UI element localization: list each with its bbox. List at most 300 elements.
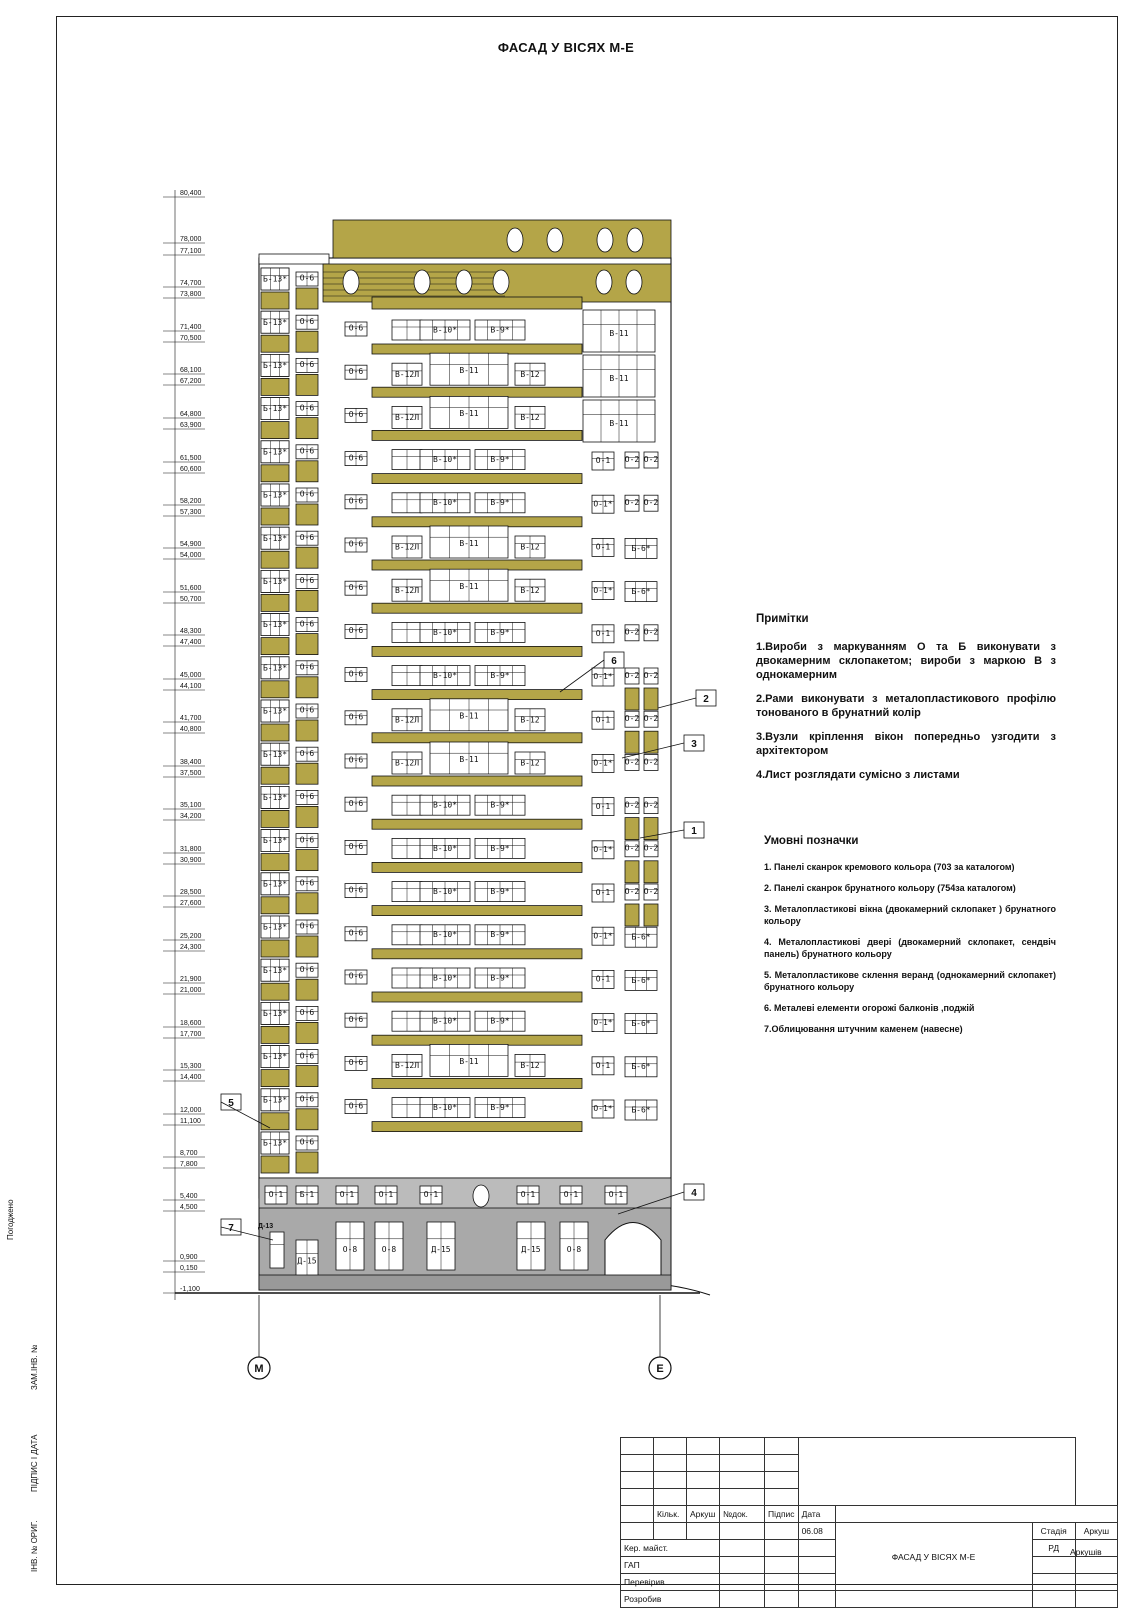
window-mark: В-10*	[432, 325, 458, 335]
elevation-value: 25,200	[180, 933, 202, 940]
window-mark: В-12	[520, 715, 540, 725]
window-mark: О-1*	[593, 931, 613, 941]
window-mark: О-6	[348, 323, 364, 333]
brown-panel	[261, 767, 289, 784]
elevation-value: 14,400	[180, 1074, 202, 1081]
window-mark: О-1	[595, 974, 611, 984]
window-mark: В-10*	[432, 627, 458, 637]
window-mark: В-12Л	[394, 1061, 420, 1071]
window-mark: О-2	[624, 454, 640, 464]
window-mark: В-12	[520, 758, 540, 768]
notes-heading: Примітки	[756, 613, 809, 625]
window-mark: В-11	[609, 374, 629, 384]
stamp-sheets-header: Аркушів	[1070, 1547, 1102, 1557]
elevation-value: 73,800	[180, 291, 202, 298]
elevation-value: 61,500	[180, 455, 202, 462]
elevation-value: 8,700	[180, 1150, 198, 1157]
window-mark: О-1*	[593, 844, 613, 854]
window-mark: В-12	[520, 369, 540, 379]
window-mark: О-6	[299, 1008, 315, 1018]
notes-block	[756, 612, 1056, 792]
window-mark: Б-6*	[631, 587, 651, 596]
stamp-col-date: Дата	[798, 1506, 835, 1523]
side-label-replace-inv: ЗАМ.ІНВ. №	[30, 1344, 39, 1390]
window-mark: В-10*	[432, 671, 458, 680]
brown-panel	[261, 940, 289, 957]
brown-panel	[296, 504, 318, 525]
title-block	[620, 1437, 1118, 1608]
note-item: 2.Рами виконувати з металопластикового профілю тонованого в брунатний колір	[756, 693, 1056, 719]
window-mark: В-9*	[490, 498, 510, 508]
window-mark: В-11	[609, 419, 629, 429]
elevation-value: 58,200	[180, 498, 202, 505]
brown-panel	[644, 904, 658, 926]
elevation-value: 35,100	[180, 802, 202, 809]
brown-panel	[296, 1022, 318, 1043]
window-mark: О-6	[348, 798, 364, 808]
window-mark: Б-6*	[631, 932, 651, 942]
balcony-slab	[372, 1078, 582, 1088]
oval-window	[547, 228, 563, 252]
legend-item: 5. Металопластикове склення веранд (однокамерний склопакет) брунатного кольору	[764, 970, 1056, 992]
window-mark: В-10*	[432, 1103, 458, 1112]
balcony-slab	[372, 474, 582, 484]
window-mark: О-1	[608, 1190, 624, 1200]
elevation-value: 44,100	[180, 683, 202, 690]
window-mark: В-12	[520, 413, 540, 423]
stamp-stage-header: Стадія	[1032, 1523, 1075, 1540]
oval-window	[343, 270, 359, 294]
window-mark: О-6	[299, 662, 315, 672]
window-mark: В-12Л	[394, 542, 420, 552]
window-mark: В-12	[520, 585, 540, 595]
window-mark: О-2	[643, 670, 659, 680]
legend-item: 7.Облицювання штучним каменем (навесне)	[764, 1024, 963, 1034]
elevation-value: 54,000	[180, 552, 202, 559]
window-mark: Б-13*	[262, 965, 288, 975]
window-mark: О-2	[643, 843, 659, 853]
window-mark: О-1	[595, 456, 611, 466]
elevation-value: 54,900	[180, 541, 202, 548]
window-mark: В-10*	[432, 843, 458, 853]
callout-number: 6	[611, 656, 617, 667]
callout-number: 2	[703, 694, 709, 705]
window-mark: В-9*	[490, 1103, 510, 1112]
oval-window	[627, 228, 643, 252]
elevation-value: 74,700	[180, 280, 202, 287]
elevation-value: 5,400	[180, 1193, 198, 1200]
window-mark: О-6	[299, 619, 315, 629]
balcony-slab	[372, 1035, 582, 1045]
window-mark: О-1	[595, 888, 611, 898]
legend-item: 3. Металопластикові вікна (двокамерний склопакет ) брунатного кольору	[764, 904, 1056, 926]
window-mark: О-1	[595, 1060, 611, 1070]
plinth	[259, 1275, 671, 1290]
window-mark: Б-6*	[631, 975, 651, 985]
brown-panel	[296, 677, 318, 698]
window-mark: В-9*	[490, 325, 510, 335]
brown-panel	[261, 681, 289, 698]
oval-window	[473, 1185, 489, 1207]
window-mark: О-6	[299, 273, 315, 283]
window-mark: О-6	[299, 1137, 315, 1147]
window-mark: О-2	[624, 800, 640, 810]
window-mark: О-6	[348, 626, 364, 636]
window-mark: Б-13*	[262, 274, 288, 284]
window-mark: О-2	[643, 454, 659, 464]
brown-panel	[296, 1109, 318, 1130]
elevation-value: 12,000	[180, 1107, 202, 1114]
window-mark: В-9*	[490, 1016, 510, 1026]
axis-label: М	[254, 1363, 264, 1375]
brown-panel	[261, 983, 289, 1000]
window-mark: О-1	[378, 1190, 394, 1200]
window-mark: В-11	[459, 754, 479, 764]
oval-window	[414, 270, 430, 294]
axis-label: Е	[656, 1363, 664, 1375]
oval-window	[626, 270, 642, 294]
legend-item: 4. Металопластикові двері (двокамерний склопакет, сендвіч панель) брунатного кольору	[764, 937, 1056, 959]
window-mark: О-1*	[593, 1104, 613, 1114]
window-mark: Б-6*	[631, 1105, 651, 1115]
window-mark: О-6	[348, 410, 364, 420]
window-mark: О-6	[348, 928, 364, 938]
brown-panel	[296, 374, 318, 395]
window-mark: О-6	[348, 496, 364, 506]
note-item: 4.Лист розглядати сумісно з листами	[756, 769, 960, 781]
oval-window	[597, 228, 613, 252]
window-mark: О-1	[423, 1190, 439, 1200]
window-mark: О-2	[624, 670, 640, 680]
window-mark: О-6	[348, 1014, 364, 1024]
elevation-value: 51,600	[180, 585, 202, 592]
window-mark: Б-1	[299, 1190, 315, 1200]
balcony-slab	[372, 560, 582, 570]
window-mark: Б-13*	[262, 447, 288, 457]
window-mark: О-8	[566, 1244, 582, 1254]
window-mark: В-12Л	[394, 369, 420, 379]
window-mark: О-6	[348, 453, 364, 463]
elevation-value: 11,100	[180, 1118, 201, 1125]
window-mark: О-2	[624, 757, 640, 767]
callout-number: 7	[228, 1223, 234, 1234]
balcony-slab	[372, 344, 582, 354]
brown-panel	[625, 861, 639, 883]
balcony-slab	[372, 819, 582, 829]
window-mark: Б-13*	[262, 1095, 288, 1105]
window-mark: О-1*	[593, 585, 613, 595]
window-mark: О-1	[339, 1190, 355, 1200]
elevation-value: 63,900	[180, 422, 202, 429]
elevation-value: 15,300	[180, 1063, 202, 1070]
brown-panel	[261, 1026, 289, 1043]
window-mark: В-11	[459, 711, 479, 721]
window-mark: В-9*	[490, 973, 510, 983]
elevation-value: 0,150	[180, 1265, 198, 1272]
window-mark: Б-13*	[262, 1009, 288, 1019]
brown-panel	[296, 547, 318, 568]
stamp-role: Перевірив	[621, 1574, 720, 1591]
window-mark: Б-13*	[262, 533, 288, 543]
side-label-signature-date: ПІДПИС І ДАТА	[30, 1434, 39, 1492]
window-mark: В-9*	[490, 627, 510, 637]
callout-number: 1	[691, 826, 697, 837]
window-mark: О-1*	[593, 1017, 613, 1027]
brown-panel	[261, 724, 289, 741]
elevation-value: 60,600	[180, 466, 202, 473]
window-mark: Д-15	[431, 1244, 451, 1254]
window-mark: В-9*	[490, 887, 510, 896]
stamp-role: Розробив	[621, 1591, 720, 1608]
elevation-value: 67,200	[180, 378, 202, 385]
brown-panel	[261, 465, 289, 482]
window-mark: Б-13*	[262, 749, 288, 759]
brown-panel	[261, 551, 289, 568]
window-mark: О-1	[268, 1190, 284, 1200]
brown-panel	[296, 1152, 318, 1173]
window-mark: О-6	[348, 366, 364, 376]
window-mark: О-8	[342, 1244, 358, 1254]
drawing-title: ФАСАД У ВІСЯХ М-Е	[497, 40, 635, 55]
window-mark: В-10*	[432, 800, 458, 810]
window-mark: Б-13*	[262, 879, 288, 889]
brown-panel	[644, 861, 658, 883]
stamp-role: Кер. майст.	[621, 1540, 720, 1557]
brown-panel	[261, 810, 289, 827]
elevation-value: 38,400	[180, 759, 202, 766]
elevation-value: 80,400	[180, 190, 202, 197]
legend-item: 2. Панелі сканрок брунатного кольору (754за каталогом)	[764, 883, 1016, 893]
callout-number: 3	[691, 739, 697, 750]
window-mark: В-10*	[432, 887, 458, 896]
brown-panel	[625, 904, 639, 926]
legend-block	[764, 835, 1056, 1044]
oval-window	[493, 270, 509, 294]
window-mark: В-11	[459, 409, 479, 419]
window-mark: Б-13*	[262, 317, 288, 327]
elevation-value: 41,700	[180, 715, 202, 722]
window-mark: О-2	[624, 843, 640, 853]
window-mark: О-6	[299, 964, 315, 974]
brown-panel	[625, 818, 639, 840]
window-mark: В-10*	[432, 498, 458, 508]
oval-window	[596, 270, 612, 294]
window-mark: О-2	[643, 886, 659, 896]
balcony-slab	[372, 862, 582, 872]
window-mark: О-2	[643, 627, 659, 637]
balcony-slab	[372, 733, 582, 743]
window-mark: Б-13*	[262, 663, 288, 673]
side-label-inv-orig: ІНВ. № ОРИГ.	[30, 1520, 39, 1572]
brown-panel	[296, 1066, 318, 1087]
window-mark: В-10*	[432, 973, 458, 983]
window-mark: О-6	[348, 539, 364, 549]
brown-panel	[296, 979, 318, 1000]
cornice	[372, 297, 582, 309]
brown-panel	[296, 288, 318, 309]
window-mark: Б-13*	[262, 706, 288, 716]
brown-panel	[261, 335, 289, 352]
balcony-slab	[372, 387, 582, 397]
window-mark: В-12Л	[394, 413, 420, 423]
window-mark: О-2	[624, 627, 640, 637]
stamp-col-sheet: Аркуш	[687, 1506, 720, 1523]
elevation-value: 24,300	[180, 944, 202, 951]
elevation-value: 40,800	[180, 726, 202, 733]
window-mark: О-2	[643, 757, 659, 767]
window-mark: О-6	[299, 489, 315, 499]
window-mark: О-6	[299, 835, 315, 845]
window-mark: О-6	[299, 878, 315, 888]
window-mark: Б-13*	[262, 922, 288, 932]
elevation-value: 18,600	[180, 1020, 202, 1027]
brown-panel	[296, 763, 318, 784]
window-mark: О-6	[348, 669, 364, 679]
stamp-role: ГАП	[621, 1557, 720, 1574]
brown-panel	[261, 422, 289, 439]
window-mark: В-9*	[490, 930, 510, 940]
balcony-slab	[372, 646, 582, 656]
window-mark: О-6	[348, 842, 364, 852]
window-mark: О-6	[299, 705, 315, 715]
window-mark: О-2	[624, 498, 640, 508]
window-mark: В-11	[459, 582, 479, 592]
brown-panel	[625, 731, 639, 753]
elevation-value: 21,000	[180, 987, 202, 994]
elevation-value: 30,900	[180, 857, 202, 864]
oval-window	[507, 228, 523, 252]
brown-panel	[296, 936, 318, 957]
window-mark: О-6	[299, 576, 315, 586]
legend-item: 6. Металеві елементи огорожі балконів ,поджій	[764, 1003, 975, 1013]
elevation-value: 31,800	[180, 846, 202, 853]
window-mark: Б-13*	[262, 620, 288, 630]
brown-panel	[296, 806, 318, 827]
balcony-slab	[372, 1122, 582, 1132]
window-mark: О-2	[643, 498, 659, 508]
window-mark: Б-6*	[631, 1062, 651, 1072]
window-mark: В-9*	[490, 800, 510, 810]
window-mark: В-12	[520, 1061, 540, 1071]
window-mark: Б-13*	[262, 404, 288, 414]
elevation-value: 0,900	[180, 1254, 198, 1261]
brown-panel	[261, 594, 289, 611]
window-mark: О-6	[348, 582, 364, 592]
elevation-value: 50,700	[180, 596, 202, 603]
window-mark: Б-13*	[262, 836, 288, 846]
window-mark: В-11	[609, 329, 629, 339]
legend-item: 1. Панелі сканрок кремового кольора (703 за каталогом)	[764, 862, 1015, 872]
door-d13	[270, 1232, 284, 1268]
window-mark: О-1	[595, 628, 611, 638]
window-mark: О-1*	[593, 672, 613, 682]
brown-panel	[296, 331, 318, 352]
window-mark: Д-15	[521, 1244, 541, 1254]
window-mark: В-9*	[490, 455, 510, 464]
window-mark: О-6	[299, 792, 315, 802]
note-item: 3.Вузли кріплення вікон попередньо узгодити з архітектором	[756, 731, 1056, 757]
elevation-value: 7,800	[180, 1161, 198, 1168]
balcony-slab	[372, 992, 582, 1002]
stamp-col-doc: №док.	[720, 1506, 765, 1523]
elevation-value: 34,200	[180, 813, 202, 820]
balcony-slab	[372, 690, 582, 700]
window-mark: О-6	[348, 885, 364, 895]
elevation-value: 17,700	[180, 1031, 202, 1038]
window-mark: О-6	[299, 360, 315, 370]
legend-heading: Умовні позначки	[764, 835, 859, 847]
elevation-value: 4,500	[180, 1204, 198, 1211]
brown-panel	[261, 1113, 289, 1130]
elevation-value: 68,100	[180, 367, 202, 374]
window-mark: Б-13*	[262, 1138, 288, 1148]
window-mark: О-1	[595, 801, 611, 811]
window-mark: О-6	[299, 748, 315, 758]
elevation-value: 70,500	[180, 335, 202, 342]
elevation-value: 78,000	[180, 236, 202, 243]
window-mark: Б-6*	[631, 1019, 651, 1028]
callout-number: 4	[691, 1188, 697, 1199]
balcony-slab	[372, 949, 582, 959]
window-mark: О-6	[299, 446, 315, 456]
window-mark: О-6	[348, 712, 364, 722]
brown-panel	[296, 418, 318, 439]
stamp-sheet-title: ФАСАД У ВІСЯХ М-Е	[835, 1523, 1032, 1591]
elevation-value: 28,500	[180, 889, 202, 896]
brown-panel	[261, 378, 289, 395]
window-mark: О-8	[381, 1244, 397, 1254]
stamp-stage: РД	[1032, 1540, 1075, 1557]
elevation-value: 45,000	[180, 672, 202, 679]
note-item: 1.Вироби з маркуванням О та Б виконувати з двокамерним склопакетом; вироби з маркою В з однокамерним	[756, 641, 1056, 681]
window-mark: В-9*	[490, 671, 510, 680]
roof-edge-left	[259, 254, 329, 264]
window-mark: Д-15	[297, 1256, 317, 1266]
elevation-value: 37,500	[180, 770, 202, 777]
window-mark: О-1	[563, 1190, 579, 1200]
window-mark: В-12Л	[394, 758, 420, 768]
window-mark: О-1*	[593, 758, 613, 768]
window-mark: В-9*	[490, 843, 510, 853]
window-mark: О-6	[348, 755, 364, 765]
window-mark: Б-13*	[262, 490, 288, 500]
elevation-value: 64,800	[180, 411, 202, 418]
brown-panel	[261, 1070, 289, 1087]
window-mark: О-6	[299, 403, 315, 413]
brown-panel	[261, 508, 289, 525]
window-mark: О-6	[348, 1101, 364, 1111]
window-mark: Б-13*	[262, 793, 288, 803]
brown-panel	[296, 590, 318, 611]
elevation-value: 71,400	[180, 324, 202, 331]
window-mark: О-6	[299, 532, 315, 542]
window-mark: В-12Л	[394, 715, 420, 725]
oval-window	[456, 270, 472, 294]
window-mark: О-6	[299, 1051, 315, 1061]
window-mark: В-10*	[432, 930, 458, 940]
window-mark: Б-13*	[262, 1052, 288, 1062]
window-mark: Б-13*	[262, 361, 288, 371]
side-label-approved: Погоджено	[6, 1199, 15, 1240]
brown-panel	[261, 292, 289, 309]
window-mark: О-6	[299, 1094, 315, 1104]
elevation-value: 48,300	[180, 628, 202, 635]
stamp-sheet-header: Аркуш	[1075, 1523, 1117, 1540]
window-mark: О-2	[643, 800, 659, 810]
window-mark: В-11	[459, 366, 479, 376]
stamp-col-signature: Підпис	[765, 1506, 799, 1523]
brown-panel	[296, 720, 318, 741]
